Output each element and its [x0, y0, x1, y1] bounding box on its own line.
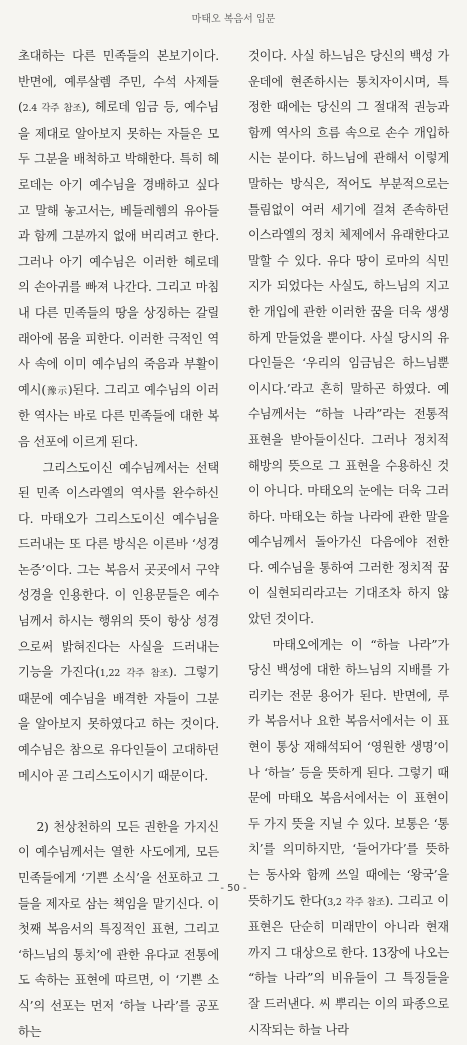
footnote-reference: 3,2 각주 참조: [327, 896, 385, 908]
text-run: ). 그리고 이 표현은 단순히 미래만이 아니라 현재까지 그 대상으로 한다. 13장에 나오는 “하늘 나라”의 비유들이 그 특징들을 잘 드러낸다. 씨 뿌리는 이의 파종으로 시작되는 하늘 나라: [248, 893, 450, 1037]
footnote-reference: 1,22 각주 참조: [99, 668, 169, 680]
right-paragraph-2: [248, 633, 449, 1044]
text-run: )된다. 그리고 예수님의 이러한 역사는 바로 다른 민족들에 대한 복음 선포에 이르게 된다.: [18, 382, 219, 449]
left-paragraph-3: 2) 천상천하의 모든 권한을 가지신 이 예수님께서는 열한 사도에게, 모든 민족들에게 ‘기쁜 소식’을 선포하고 그들을 제자로 삼는 책임을 맡기신다. 이 첫째 복음서의 특징적인 표현, 그리고 ‘하느님의 통치’에 관한 유다교 전통에도 속하는 표현에 따르면, 이 ‘기쁜 소식’의 선포는 먼저 ‘하늘 나라’를 공포하는: [18, 819, 219, 1039]
left-paragraph-2: [18, 456, 219, 790]
left-column: [18, 44, 219, 1045]
text-run: 초대하는 다른 민족들의 본보기이다. 반면에, 예루살렘 주민, 수석 사제들(: [18, 49, 219, 115]
footnote-reference: 2.4 각주 참조: [22, 103, 82, 115]
left-paragraph-1: [18, 44, 219, 456]
text-run: ). 그렇기 때문에 예수님을 배격한 자들이 그분을 알아보지 못하였다고 하는 것이다. 예수님은 참으로 유다인들이 고대하던 메시아 곧 그리스도이시기 때문이다.: [18, 665, 219, 783]
text-run: 마태오에게는 이 “하늘 나라”가 당신 백성에 대한 하느님의 지배를 가리키는 전문 용어가 된다. 반면에, 루카 복음서나 요한 복음서에서는 이 표현이 통상 재해석되어 ‘영원한 생명’이나 ‘하늘’ 등을 뜻하게 된다. 그렇기 때문에 마태오 복음서에서는 이 표현이 두 가지 뜻을 지닐 수 있다. 보통은 ‘통치’를 의미하지만, ‘들어가다’를 뜻하는 동사와 함께 쓰일 때에는 ‘왕국’을 뜻하기도 한다(: [248, 637, 449, 908]
text-run: 그리스도이신 예수님께서는 선택된 민족 이스라엘의 역사를 완수하신다. 마태오가 그리스도이신 예수님을 드러내는 또 다른 방식은 이른바 ‘성경 논증’이다. 그는 복음서 곳곳에서 구약 성경을 인용한다. 이 인용문들은 예수님께서 하시는 행위의 뜻이 항상 성경으로써 밝혀진다는 사실을 드러내는 기능을 가진다(: [18, 460, 219, 680]
right-paragraph-1: 것이다. 사실 하느님은 당신의 백성 가운데에 현존하시는 통치자이시며, 특정한 때에는 당신의 그 절대적 권능과 함께 역사의 흐름 속으로 손수 개입하시는 분이다. 하느님에 관해서 이렇게 말하는 방식은, 적어도 부분적으로는 틀림없이 여러 세기에 걸쳐 존속하던 이스라엘의 정치 체제에서 유래한다고 말할 수 있다. 유다 땅이 로마의 식민지가 되었다는 사실도, 하느님의 지고한 개입에 관한 이러한 꿈을 더욱 생생하게 만들었을 뿐이다. 사실 당시의 유다인들은 ‘우리의 임금님은 하느님뿐이시다.’라고 흔히 말하곤 하였다. 예수님께서는 “하늘 나라”라는 전통적 표현을 받아들이신다. 그러나 정치적 해방의 뜻으로 그 표현을 수용하신 것이 아니다. 마태오의 눈에는 더욱 그러하다. 마태오는 하늘 나라에 관한 말을 예수님께서 돌아가신 다음에야 전한다. 예수님을 통하여 그러한 정치적 꿈이 실현되리라고는 기대조차 하지 않았던 것이다.: [248, 49, 449, 627]
running-header: 마태오 복음서 입문: [191, 14, 276, 25]
page-number: - 50 -: [220, 883, 247, 894]
hanja-annotation: 豫示: [45, 385, 68, 397]
text-run: ), 헤로데 임금 등, 예수님을 제대로 알아보지 못하는 자들은 모두 그분을 배척하고 박해한다. 특히 헤로데는 아기 예수님을 경배하고 싶다고 말해 놓고서는, 베들레헴의 유아들과 함께 그분까지 없애 버리려고 한다. 그러나 아기 예수님은 이러한 헤로데의 손아귀를 빠져 나간다. 그리고 마침내 다른 민족들의 땅을 상징하는 갈릴래아에 몸을 피한다. 이러한 극적인 역사 속에 이미 예수님의 죽음과 부활이 예시(: [18, 100, 219, 397]
